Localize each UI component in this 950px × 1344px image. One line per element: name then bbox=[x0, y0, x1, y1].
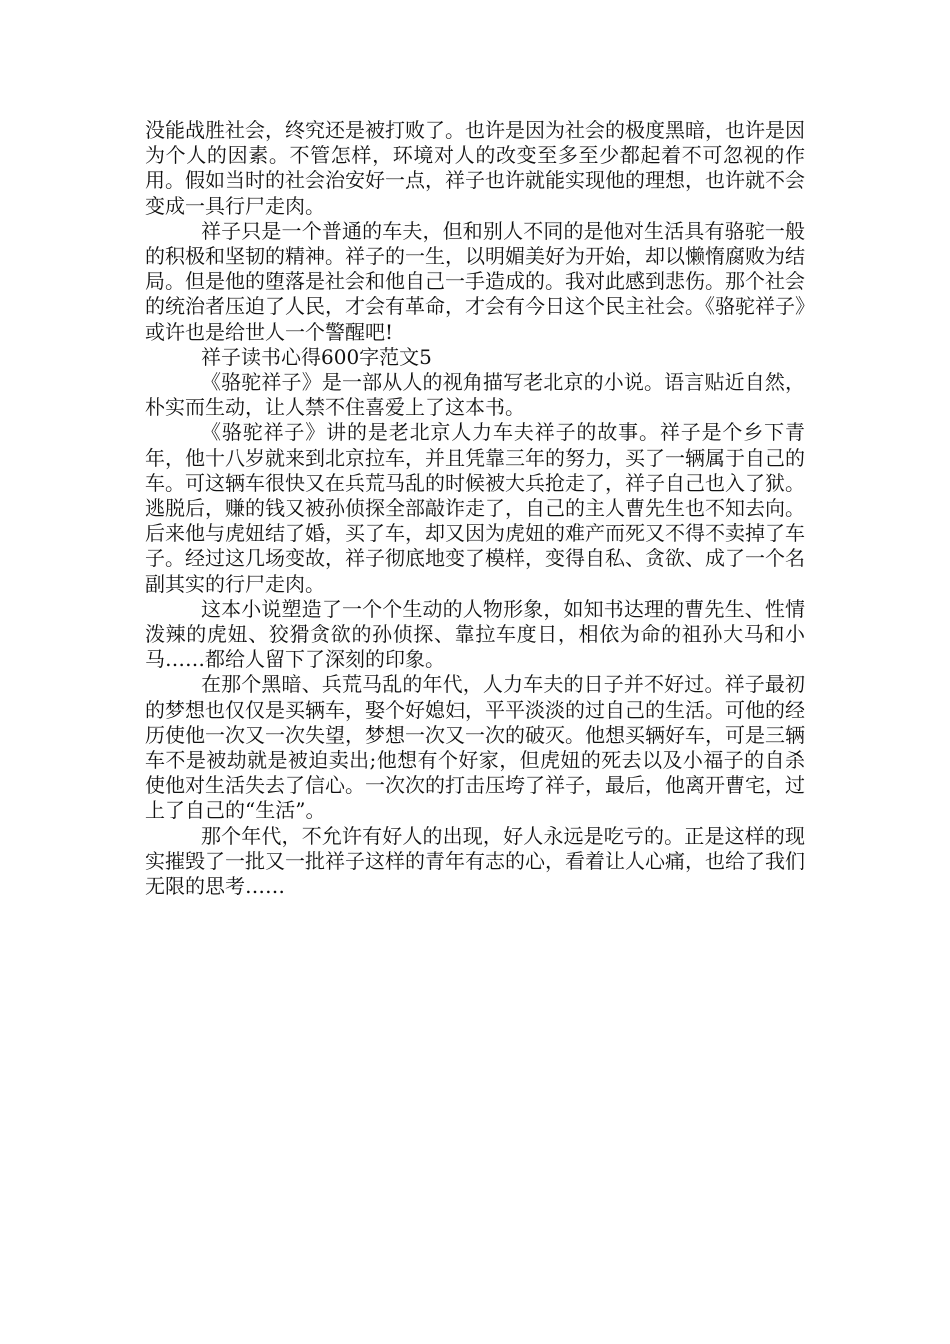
document-page bbox=[145, 118, 805, 899]
paragraph-2: 祥子只是一个普通的车夫，但和别人不同的是他对生活具有骆驼一般的积极和坚韧的精神。祥子的一生，以明媚美好为开始，却以懒惰腐败为结局。但是他的堕落是社会和他自己一手造成的。我对此感到悲伤。那个社会的统治者压迫了人民，才会有革命，才会有今日这个民主社会。《骆驼祥子》或许也是给世人一个警醒吧! bbox=[145, 218, 805, 344]
paragraph-7: 那个年代，不允许有好人的出现，好人永远是吃亏的。正是这样的现实摧毁了一批又一批祥子这样的青年有志的心，看着让人心痛，也给了我们无限的思考…… bbox=[145, 823, 805, 899]
paragraph-4: 《骆驼祥子》讲的是老北京人力车夫祥子的故事。祥子是个乡下青年，他十八岁就来到北京拉车，并且凭靠三年的努力，买了一辆属于自己的车。可这辆车很快又在兵荒马乱的时候被大兵抢走了，祥子自己也入了狱。逃脱后，赚的钱又被孙侦探全部敲诈走了，自己的主人曹先生也不知去向。后来他与虎妞结了婚，买了车，却又因为虎妞的难产而死又不得不卖掉了车子。经过这几场变故，祥子彻底地变了模样，变得自私、贪欲、成了一个名副其实的行尸走肉。 bbox=[145, 420, 805, 596]
paragraph-1: 没能战胜社会，终究还是被打败了。也许是因为社会的极度黑暗，也许是因为个人的因素。不管怎样，环境对人的改变至多至少都起着不可忽视的作用。假如当时的社会治安好一点，祥子也许就能实现他的理想，也许就不会变成一具行尸走肉。 bbox=[145, 118, 805, 218]
section-heading: 祥子读书心得600字范文5 bbox=[201, 344, 432, 369]
paragraph-6: 在那个黑暗、兵荒马乱的年代，人力车夫的日子并不好过。祥子最初的梦想也仅仅是买辆车，娶个好媳妇，平平淡淡的过自己的生活。可他的经历使他一次又一次失望，梦想一次又一次的破灭。他想买辆好车，可是三辆车不是被劫就是被迫卖出;他想有个好家，但虎妞的死去以及小福子的自杀使他对生活失去了信心。一次次的打击压垮了祥子，最后，他离开曹宅，过上了自己的“生活”。 bbox=[145, 672, 805, 823]
paragraph-3: 《骆驼祥子》是一部从人的视角描写老北京的小说。语言贴近自然，朴实而生动，让人禁不住喜爱上了这本书。 bbox=[145, 370, 805, 420]
paragraph-5: 这本小说塑造了一个个生动的人物形象，如知书达理的曹先生、性情泼辣的虎妞、狡猾贪欲的孙侦探、靠拉车度日，相依为命的祖孙大马和小马……都给人留下了深刻的印象。 bbox=[145, 596, 805, 672]
